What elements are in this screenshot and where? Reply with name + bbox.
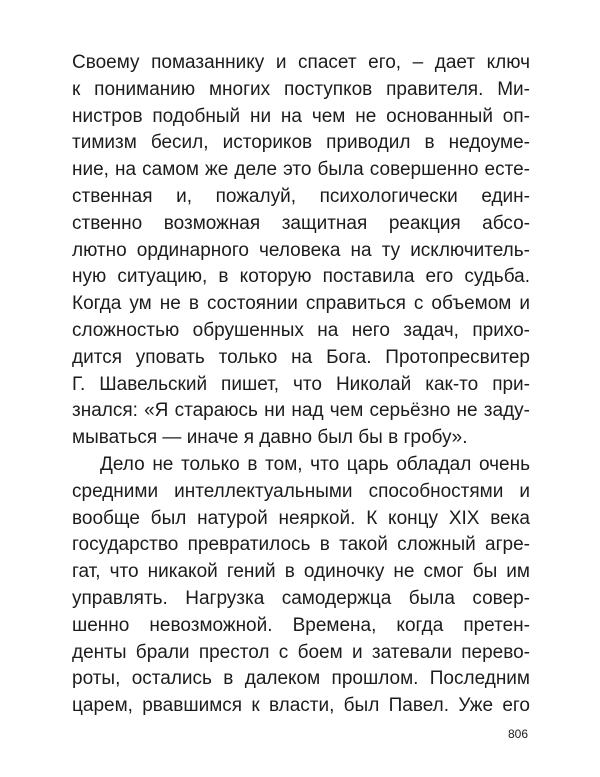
text-line: гат, что никакой гений в одиночку не смог бы им <box>72 561 530 583</box>
text-line: ную ситуацию, в которую поставила его судьба. <box>72 266 530 288</box>
text-line: Г. Шавельский пишет, что Николай как-то при- <box>72 373 530 395</box>
text-line: дится уповать только на Бога. Протопресвитер <box>72 346 530 368</box>
text-line: средними интеллектуальными способностями и <box>72 480 530 502</box>
paragraph-2 <box>72 452 530 720</box>
text-line: государство превратилось в такой сложный агре- <box>72 534 530 556</box>
text-line: роты, остались в далеком прошлом. Последним <box>72 668 530 690</box>
text-line: царем, рвавшимся к власти, был Павел. Уже его <box>72 695 530 717</box>
text-line: денты брали престол с боем и затевали перево- <box>72 641 530 663</box>
text-line: лютно ординарного человека на ту исключитель- <box>72 239 530 261</box>
text-line: Когда ум не в состоянии справиться с объемом и <box>72 293 530 315</box>
text-line: тимизм бесил, историков приводил в недоуме- <box>72 132 530 154</box>
text-line: управлять. Нагрузка самодержца была совер- <box>72 587 530 609</box>
body-text <box>72 50 530 720</box>
text-line: ственно возможная защитная реакция абсо- <box>72 212 530 234</box>
text-line: сложностью обрушенных на него задач, прихо- <box>72 319 530 341</box>
text-line: знался: «Я стараюсь ни над чем серьёзно не заду- <box>72 400 530 422</box>
text-line: ственная и, пожалуй, психологически един- <box>72 185 530 207</box>
text-line: шенно невозможной. Времена, когда претен- <box>72 614 530 636</box>
text-line: Своему помазаннику и спасет его, – дает ключ <box>72 52 530 73</box>
text-line: мываться — иначе я давно был бы в гробу». <box>72 427 468 449</box>
page-number: 806 <box>507 727 528 741</box>
paragraph-1 <box>72 50 530 452</box>
text-line: к пониманию многих поступков правителя. Ми- <box>72 78 530 100</box>
text-line: Дело не только в том, что царь обладал очень <box>100 453 530 475</box>
text-line: вообще был натурой неяркой. К концу XIX века <box>72 507 530 529</box>
text-line: нистров подобный ни на чем не основанный оп- <box>72 105 530 127</box>
text-line: ние, на самом же деле это была совершенно есте- <box>72 159 530 181</box>
